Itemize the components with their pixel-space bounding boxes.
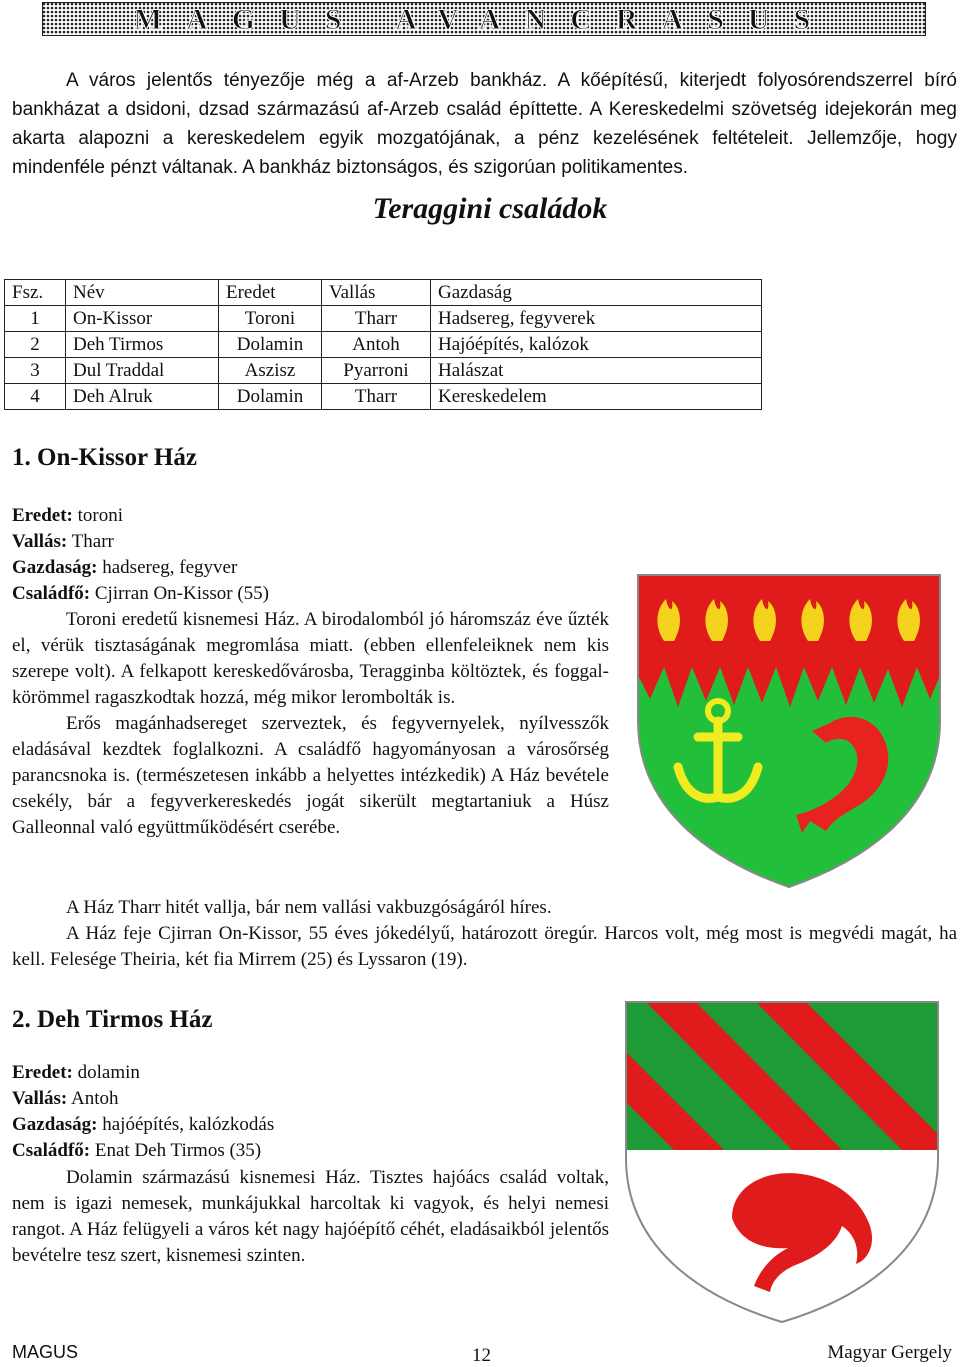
house1-paragraph: A Ház Tharr hitét vallja, bár nem vallási vakbuzgóságáról híres. bbox=[66, 897, 552, 918]
head-value: Cjirran On-Kissor (55) bbox=[90, 583, 270, 604]
house1-title: 1. On-Kissor Ház bbox=[12, 444, 197, 471]
table-header-row bbox=[5, 280, 762, 306]
table-cell: Toroni bbox=[219, 306, 322, 332]
table-header-cell: Eredet bbox=[219, 280, 322, 306]
table-cell: 3 bbox=[5, 358, 66, 384]
table-cell: Deh Tirmos bbox=[66, 332, 219, 358]
origin-label: Eredet: bbox=[12, 1062, 73, 1083]
header-banner bbox=[42, 2, 926, 36]
head-value: Enat Deh Tirmos (35) bbox=[90, 1140, 262, 1161]
table-row bbox=[5, 332, 762, 358]
religion-value: Tharr bbox=[67, 531, 114, 552]
table-cell: Tharr bbox=[322, 306, 431, 332]
intro-paragraph: A város jelentős tényezője még a af-Arzeb bankház. A kőépítésű, kiterjedt folyosórendszerrel bíró bankházat a dsidoni, dzsad származású af-Arzeb család építtette. A Kereskedelmi szövetség idejekorán meg akarta alapozni a kereskedelem egyik mozgatójának, a pénz kezelésének feltételeit. Jellemzője, hogy mindenféle pénzt váltanak. A bankház biztonságos, és szigorúan politikamentes. bbox=[12, 70, 957, 178]
religion-label: Vallás: bbox=[12, 531, 68, 552]
religion-line bbox=[12, 1086, 274, 1112]
origin-label: Eredet: bbox=[12, 505, 73, 526]
table-cell: 4 bbox=[5, 384, 66, 410]
table-cell: Hadsereg, fegyverek bbox=[431, 306, 762, 332]
banner-title: MAGUS AVANCRASUS bbox=[133, 3, 835, 36]
table-header-cell: Fsz. bbox=[5, 280, 66, 306]
house1-body-wide bbox=[12, 895, 957, 973]
table-cell: Hajóépítés, kalózok bbox=[431, 332, 762, 358]
table-cell: Dolamin bbox=[219, 384, 322, 410]
economy-value: hadsereg, fegyver bbox=[97, 557, 238, 578]
table-row bbox=[5, 358, 762, 384]
house1-body bbox=[12, 607, 609, 841]
footer-left: MAGUS bbox=[12, 1342, 79, 1362]
deh-tirmos-coat-of-arms-icon bbox=[622, 998, 942, 1326]
footer-right: Magyar Gergely bbox=[827, 1342, 952, 1363]
table-cell: 2 bbox=[5, 332, 66, 358]
origin-line bbox=[12, 1060, 274, 1086]
table-cell: On-Kissor bbox=[66, 306, 219, 332]
table-cell: 1 bbox=[5, 306, 66, 332]
table-header-cell: Vallás bbox=[322, 280, 431, 306]
intro-section bbox=[12, 66, 957, 182]
head-label: Családfő: bbox=[12, 1140, 91, 1161]
page-number: 12 bbox=[472, 1345, 491, 1366]
origin-line bbox=[12, 503, 269, 529]
religion-label: Vallás: bbox=[12, 1088, 68, 1109]
table-header-cell: Gazdaság bbox=[431, 280, 762, 306]
table-cell: Tharr bbox=[322, 384, 431, 410]
economy-line bbox=[12, 555, 269, 581]
house2-facts bbox=[12, 1060, 274, 1164]
house2-body bbox=[12, 1165, 609, 1269]
house1-paragraph: A Ház feje Cjirran On-Kissor, 55 éves jókedélyű, határozott öregúr. Harcos volt, még most is megvédi magát, ha kell. Felesége Theiria, két fia Mirrem (25) és Lyssaron (19). bbox=[12, 923, 957, 970]
origin-value: dolamin bbox=[72, 1062, 140, 1083]
origin-value: toroni bbox=[72, 505, 123, 526]
head-label: Családfő: bbox=[12, 583, 91, 604]
economy-line bbox=[12, 1112, 274, 1138]
economy-label: Gazdaság: bbox=[12, 1114, 98, 1135]
table-cell: Antoh bbox=[322, 332, 431, 358]
religion-line bbox=[12, 529, 269, 555]
house2-title: 2. Deh Tirmos Ház bbox=[12, 1006, 213, 1033]
table-header-cell: Név bbox=[66, 280, 219, 306]
table-row bbox=[5, 306, 762, 332]
table-row bbox=[5, 384, 762, 410]
economy-value: hajóépítés, kalózkodás bbox=[97, 1114, 275, 1135]
families-table bbox=[4, 279, 762, 410]
section-title: Teraggini családok bbox=[372, 192, 608, 225]
table-cell: Deh Alruk bbox=[66, 384, 219, 410]
table-cell: Dolamin bbox=[219, 332, 322, 358]
table-cell: Aszisz bbox=[219, 358, 322, 384]
economy-label: Gazdaság: bbox=[12, 557, 98, 578]
on-kissor-coat-of-arms-icon bbox=[634, 571, 944, 891]
table-cell: Kereskedelem bbox=[431, 384, 762, 410]
table-cell: Dul Traddal bbox=[66, 358, 219, 384]
house1-paragraph: Erős magánhadsereget szerveztek, és fegyvernyelek, nyílvesszők eladásával kezdtek foglalkozni. A családfő hagyományosan a városőrség parancsnoka is. (természetesen inkább a helyettes intézkedik) A Ház bevétele csekély, bár a fegyverkereskedés jogát sikerült megtartaniuk a Húsz Galleonnal való együttműködésért cserébe. bbox=[12, 713, 609, 838]
house2-paragraph: Dolamin származású kisnemesi Ház. Tisztes hajóács család voltak, nem is igazi nemesek, munkájukkal harcoltak ki vagyok, és helyi nemesi rangot. A Ház felügyeli a város két nagy hajóépítő céhét, eladásaikból jelentős bevételre tesz szert, kisnemesi szinten. bbox=[12, 1167, 609, 1266]
table-cell: Pyarroni bbox=[322, 358, 431, 384]
house1-facts bbox=[12, 503, 269, 607]
head-line bbox=[12, 581, 269, 607]
head-line bbox=[12, 1138, 274, 1164]
religion-value: Antoh bbox=[67, 1088, 119, 1109]
house1-paragraph: Toroni eredetű kisnemesi Ház. A birodalomból jó háromszáz éve űzték el, vérük tisztaságának megromlása miatt. (ebben ellenfeleiknek nem kis szerepe volt). A felkapott kereskedővárosba, Teragginba költöztek, és foggal-körömmel ragaszkodtak hozzá, még mikor lerombolták is. bbox=[12, 609, 609, 708]
table-cell: Halászat bbox=[431, 358, 762, 384]
